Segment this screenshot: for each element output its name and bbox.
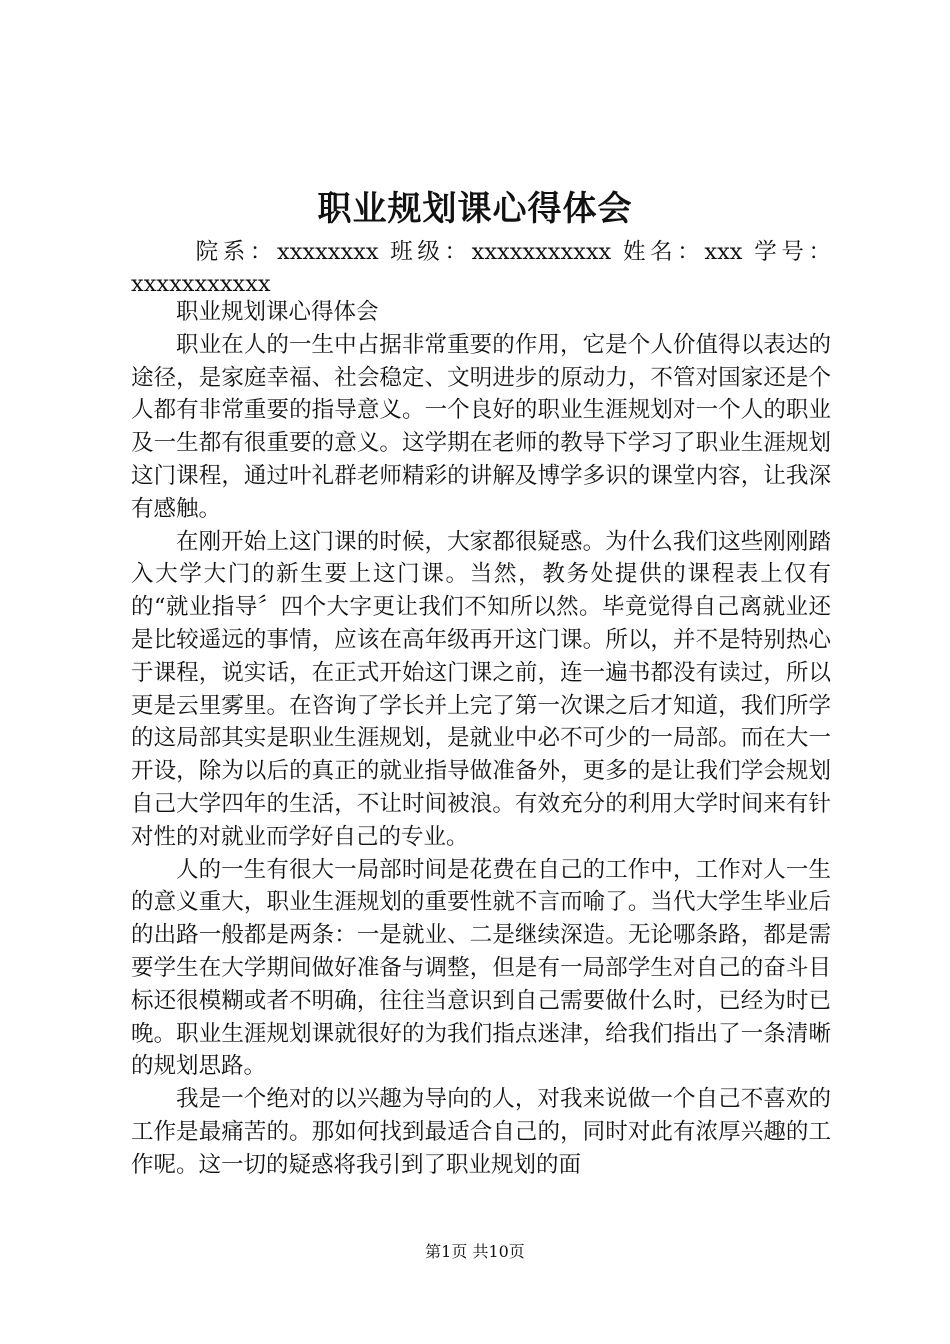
student-info-line <box>131 236 831 300</box>
document-title: 职业规划课心得体会 <box>317 189 633 229</box>
page-footer: 第1页 共10页 <box>425 1242 525 1261</box>
paragraph: 在刚开始上这门课的时候，大家都很疑惑。为什么我们这些刚刚踏入大学大门的新生要上这门课。当然，教务处提供的课程表上仅有的“就业指导〞四个大字更让我们不知所以然。毕竟觉得自己离就业还是比较遥远的事情，应该在高年级再开这门课。所以，并不是特别热心于课程，说实话，在正式开始这门课之前，连一遍书都没有读过，所以更是云里雾里。在咨询了学长并上完了第一次课之后才知道，我们所学的这局部其实是职业生涯规划，是就业中必不可少的一局部。而在大一开设，除为以后的真正的就业指导做准备外，更多的是让我们学会规划自己大学四年的生活，不让时间被浪。有效充分的利用大学时间来有针对性的对就业而学好自己的专业。 <box>131 528 831 850</box>
paragraph: 我是一个绝对的以兴趣为导向的人，对我来说做一个自己不喜欢的工作是最痛苦的。那如何找到最适合自己的，同时对此有浓厚兴趣的工作呢。这一切的疑惑将我引到了职业规划的面 <box>131 1086 831 1178</box>
paragraph: 职业在人的一生中占据非常重要的作用，它是个人价值得以表达的途径，是家庭幸福、社会稳定、文明进步的原动力，不管对国家还是个人都有非常重要的指导意义。一个良好的职业生涯规划对一个人的职业及一生都有很重要的意义。这学期在老师的教导下学习了职业生涯规划这门课程，通过叶礼群老师精彩的讲解及博学多识的课堂内容，让我深有感触。 <box>131 331 831 522</box>
document-body <box>131 296 831 1182</box>
document-subtitle: 职业规划课心得体会 <box>176 299 379 325</box>
student-info-text: 院系：xxxxxxxx 班级：xxxxxxxxxxx 姓名：xxx 学号：xxxxxxxxxxx <box>131 239 831 297</box>
paragraph: 人的一生有很大一局部时间是花费在自己的工作中，工作对人一生的意义重大，职业生涯规划的重要性就不言而喻了。当代大学生毕业后的出路一般都是两条：一是就业、二是继续深造。无论哪条路，都是需要学生在大学期间做好准备与调整，但是有一局部学生对自己的奋斗目标还很模糊或者不明确，往往当意识到自己需要做什么时，已经为时已晚。职业生涯规划课就很好的为我们指点迷津，给我们指出了一条清晰的规划思路。 <box>131 856 831 1080</box>
